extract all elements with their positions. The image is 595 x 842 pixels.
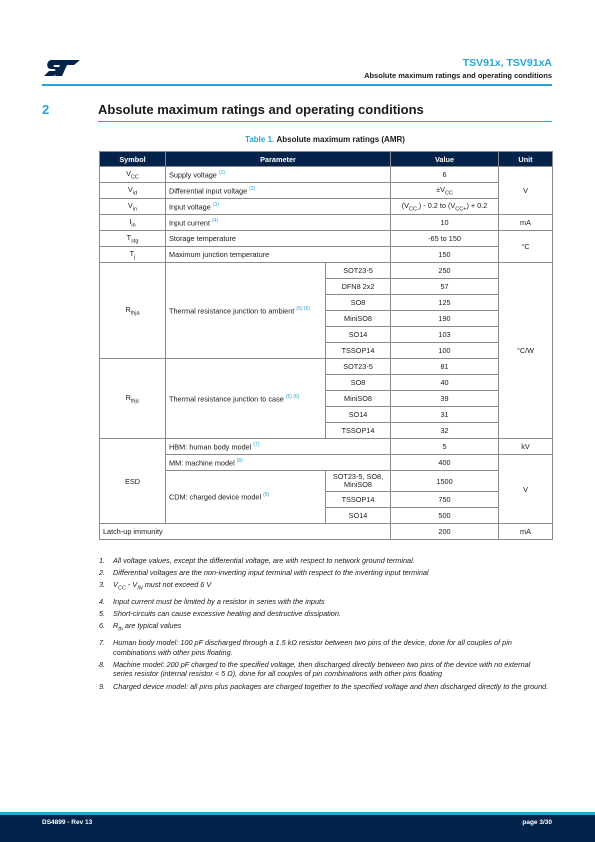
document-title: TSV91x, TSV91xA — [462, 57, 552, 69]
footnote-ref[interactable]: (3) — [212, 201, 219, 208]
footnote-item: 4. Input current must be limited by a resistor in series with the inputs — [99, 597, 325, 607]
package-cell: DFN8 2x2 — [326, 279, 391, 295]
value-cell: 40 — [391, 375, 499, 391]
section-title: Absolute maximum ratings and operating conditions — [98, 102, 424, 117]
parameter-cell: Supply voltage $^{(1)}$ — [166, 167, 391, 183]
header-divider — [42, 84, 552, 86]
parameter-cell: Storage temperature — [166, 231, 391, 247]
footnote-ref[interactable]: (4) — [212, 217, 219, 224]
footnote-item: 7. Human body model: 100 pF discharged through a 1.5 kΩ resistor between two pins of the device, done for all couples of pin combinations with other pins floating. — [99, 638, 512, 657]
value-cell: 6 — [391, 167, 499, 183]
st-logo — [42, 58, 82, 78]
table-row — [100, 215, 553, 231]
parameter-cell: Latch-up immunity — [100, 524, 391, 540]
table-number: Table 1. — [245, 135, 275, 144]
package-cell: MiniSO8 — [326, 311, 391, 327]
table-row — [100, 183, 553, 199]
table-row — [100, 231, 553, 247]
footnote-ref[interactable]: (5) (6) — [296, 305, 310, 312]
symbol-cell: $V_{in}$ — [100, 199, 166, 215]
value-cell: 32 — [391, 423, 499, 439]
footnote-item: 6. $R_{th}$ are typical values — [99, 621, 182, 633]
value-cell: 10 — [391, 215, 499, 231]
footer-page-number: page 3/30 — [522, 819, 552, 826]
unit-cell: kV — [499, 439, 553, 455]
symbol-cell: $R_{thjc}$ — [100, 359, 166, 439]
footnote-ref[interactable]: (7) — [253, 441, 260, 448]
parameter-cell: Differential input voltage $^{(2)}$ — [166, 183, 391, 199]
parameter-cell: Input current $^{(4)}$ — [166, 215, 391, 231]
unit-cell: V — [499, 167, 553, 215]
parameter-cell: MM: machine model $^{(8)}$ — [166, 455, 391, 471]
footnote-item: 1. All voltage values, except the differential voltage, are with respect to network ground terminal. — [99, 556, 415, 565]
table-row — [100, 199, 553, 215]
value-cell: 400 — [391, 455, 499, 471]
table-row — [100, 455, 553, 471]
table-row — [100, 439, 553, 455]
value-cell: 5 — [391, 439, 499, 455]
footnote-item: 3. $V_{CC} - V_{IN}$ must not exceed 6 V — [99, 580, 212, 592]
unit-cell: °C/W — [499, 263, 553, 439]
unit-cell: V — [499, 455, 553, 524]
table-row — [100, 359, 553, 375]
parameter-cell: Thermal resistance junction to case $^{(5) (6)}$ — [166, 359, 326, 439]
footnote-item: 9. Charged device model: all pins plus packages are charged together to the specified voltage and then discharged directly to the ground. — [99, 681, 549, 691]
value-cell: $(V_{CC-}) - 0.2$ to $(V_{CC+}) + 0.2$ — [391, 199, 499, 215]
section-number: 2 — [42, 102, 50, 117]
symbol-cell: $V_{id}$ — [100, 183, 166, 199]
table-row — [100, 167, 553, 183]
value-cell: -65 to 150 — [391, 231, 499, 247]
value-cell: 100 — [391, 343, 499, 359]
value-cell: 150 — [391, 247, 499, 263]
package-cell: SO14 — [326, 407, 391, 423]
value-cell: 39 — [391, 391, 499, 407]
footnote-item: 2. Differential voltages are the non-inverting input terminal with respect to the inverting input terminal — [99, 568, 429, 578]
footnote-ref[interactable]: (5) (6) — [285, 393, 300, 400]
value-cell: 1500 — [391, 471, 499, 492]
package-cell: TSSOP14 — [326, 492, 391, 508]
header-symbol: Symbol — [100, 152, 166, 167]
parameter-cell: HBM: human body model $^{(7)}$ — [166, 439, 391, 455]
amr-table — [99, 151, 553, 540]
symbol-cell: $R_{thja}$ — [100, 263, 166, 359]
package-cell: TSSOP14 — [326, 343, 391, 359]
symbol-cell: ESD — [100, 439, 166, 524]
symbol-cell: $T_j$ — [100, 247, 166, 263]
header-parameter: Parameter — [166, 152, 391, 167]
table-header-row — [100, 152, 553, 167]
symbol-cell: $I_{in}$ — [100, 215, 166, 231]
package-cell: SOT23-5 — [326, 359, 391, 375]
parameter-cell: Input voltage $^{(3)}$ — [166, 199, 391, 215]
value-cell: 200 — [391, 524, 499, 540]
footnotes — [99, 556, 551, 694]
package-cell: MiniSO8 — [326, 391, 391, 407]
footer-doc-id: DS4899 - Rev 13 — [42, 819, 93, 826]
package-cell: SO8 — [326, 295, 391, 311]
footnote-item: 8. Machine model: 200 pF charged to the specified voltage, then discharged directly between two pins of the device with no external series resistor (internal resistor < 5 Ω), done for all couples of pin combinations with other pins floating — [99, 659, 531, 679]
value-cell: 81 — [391, 359, 499, 375]
value-cell: 750 — [391, 492, 499, 508]
package-cell: SOT23-5 — [326, 263, 391, 279]
value-cell: 125 — [391, 295, 499, 311]
package-cell: SO14 — [326, 327, 391, 343]
package-cell: SOT23-5, SO8, MiniSO8 — [326, 471, 391, 492]
unit-cell: mA — [499, 524, 553, 540]
unit-cell: °C — [499, 231, 553, 263]
table-row — [100, 524, 553, 540]
unit-cell: mA — [499, 215, 553, 231]
footnote-item: 5. Short-circuits can cause excessive heating and destructive dissipation. — [99, 609, 341, 619]
footnote-ref[interactable]: (2) — [249, 185, 256, 192]
symbol-cell: $V_{CC}$ — [100, 167, 166, 183]
table-row — [100, 471, 553, 492]
parameter-cell: Thermal resistance junction to ambient $^{(5) (6)}$ — [166, 263, 326, 359]
value-cell: $\pm V_{CC}$ — [391, 183, 499, 199]
table-row — [100, 263, 553, 279]
symbol-cell: $T_{stg}$ — [100, 231, 166, 247]
value-cell: 57 — [391, 279, 499, 295]
table-caption — [98, 135, 552, 144]
parameter-cell: Maximum junction temperature — [166, 247, 391, 263]
value-cell: 250 — [391, 263, 499, 279]
document-section-subtitle: Absolute maximum ratings and operating conditions — [364, 71, 552, 80]
package-cell: TSSOP14 — [326, 423, 391, 439]
table-row — [100, 247, 553, 263]
table-title: Absolute maximum ratings (AMR) — [276, 135, 405, 144]
package-cell: SO8 — [326, 375, 391, 391]
package-cell: SO14 — [326, 508, 391, 524]
value-cell: 500 — [391, 508, 499, 524]
parameter-cell: CDM: charged device model $^{(9)}$ — [166, 471, 326, 524]
footnote-ref[interactable]: (1) — [218, 169, 226, 176]
footnote-ref[interactable]: (9) — [263, 492, 270, 499]
header-value: Value — [391, 152, 499, 167]
footnote-ref[interactable]: (8) — [236, 457, 243, 464]
value-cell: 103 — [391, 327, 499, 343]
header-unit: Unit — [499, 152, 553, 167]
value-cell: 31 — [391, 407, 499, 423]
section-divider — [98, 121, 552, 122]
value-cell: 190 — [391, 311, 499, 327]
